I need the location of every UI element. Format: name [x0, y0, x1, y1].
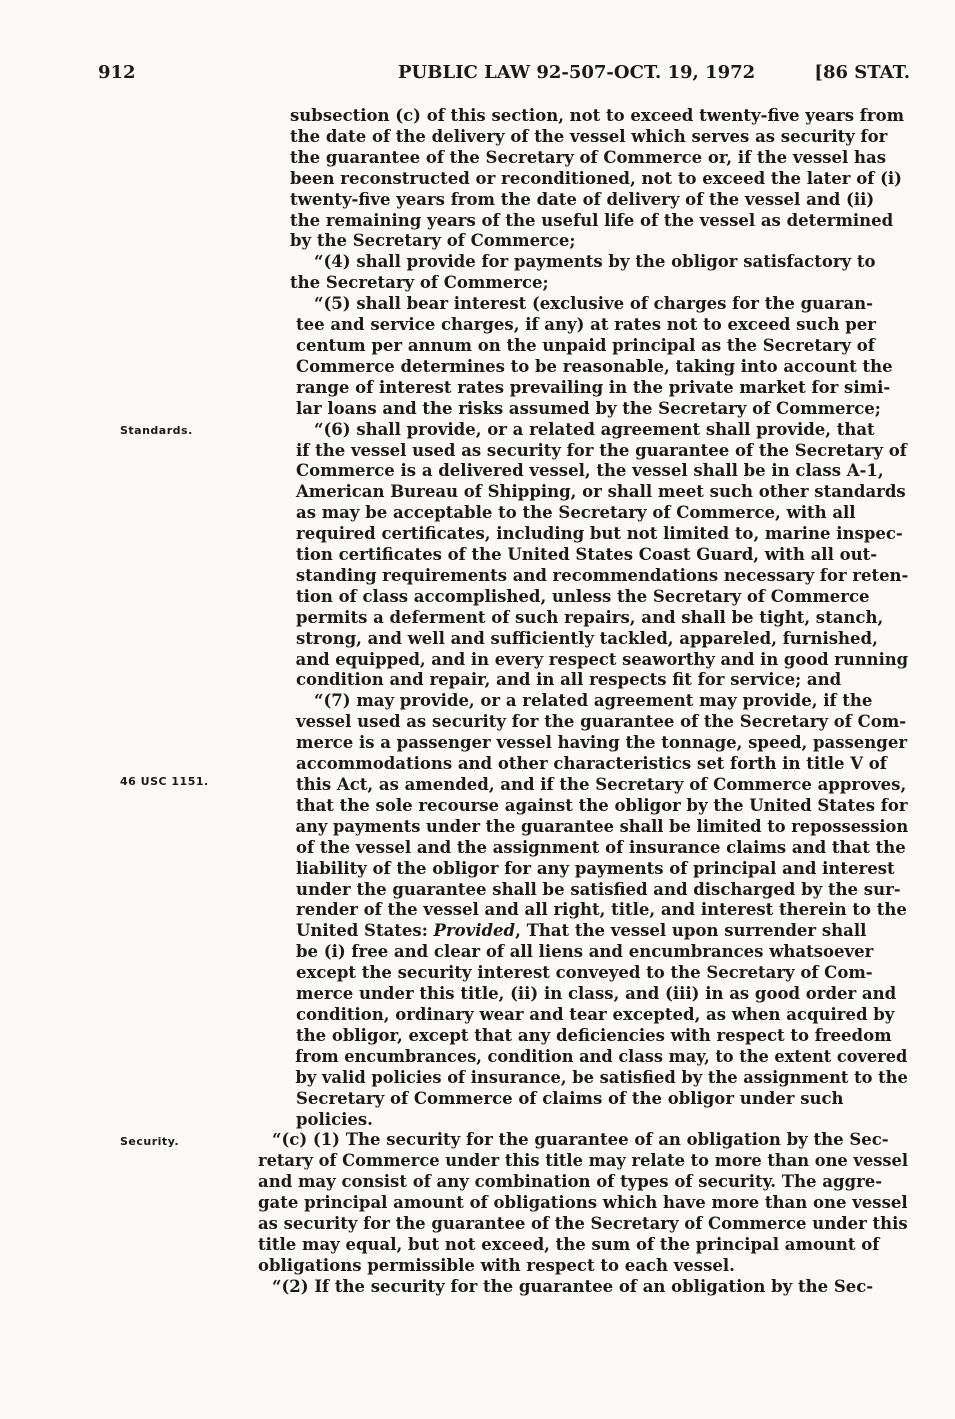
- text-line: any payments under the guarantee shall be limited to repossession: [295, 816, 909, 836]
- running-title: PUBLIC LAW 92-507-OCT. 19, 1972: [398, 62, 756, 83]
- text-line: “(4) shall provide for payments by the obligor satisfactory to: [314, 252, 876, 272]
- margin-note-standards: Standards.: [120, 424, 193, 437]
- text-line: “(2) If the security for the guarantee of an obligation by the Sec-: [272, 1276, 874, 1296]
- text-line: “(6) shall provide, or a related agreement shall provide, that: [314, 419, 875, 439]
- text-line: this Act, as amended, and if the Secretary of Commerce approves,: [296, 775, 907, 794]
- text-line: subsection (c) of this section, not to exceed twenty-five years from: [290, 106, 905, 125]
- text-line: permits a deferment of such repairs, and shall be tight, stanch,: [296, 607, 884, 627]
- text-line: twenty-five years from the date of delivery of the vessel and (ii): [290, 189, 875, 209]
- text-line: the Secretary of Commerce;: [290, 273, 549, 293]
- margin-note-usc: 46 USC 1151.: [120, 775, 209, 788]
- text-line: as security for the guarantee of the Secretary of Commerce under this: [258, 1214, 908, 1234]
- text-line: condition, ordinary wear and tear excepted, as when acquired by: [296, 1004, 895, 1024]
- text-line: retary of Commerce under this title may relate to more than one vessel: [258, 1151, 909, 1171]
- text-line: standing requirements and recommendations necessary for reten-: [295, 565, 909, 585]
- text-line: Commerce is a delivered vessel, the vessel shall be in class A-1,: [296, 461, 884, 481]
- text-line: by valid policies of insurance, be satisfied by the assignment to the: [295, 1067, 908, 1087]
- text-line: of the vessel and the assignment of insurance claims and that the: [296, 837, 906, 857]
- text-line: gate principal amount of obligations which have more than one vessel: [258, 1193, 908, 1213]
- text-line: render of the vessel and all right, title, and interest therein to the: [296, 900, 907, 920]
- text-line: accommodations and other characteristics set forth in title V of: [296, 754, 887, 774]
- text-segment: , That the vessel upon surrender shall: [515, 921, 867, 941]
- text-line: Commerce determines to be reasonable, taking into account the: [296, 356, 893, 376]
- text-line: policies.: [296, 1109, 373, 1129]
- text-line: Secretary of Commerce of claims of the obligor under such: [296, 1088, 844, 1108]
- provided-italic: Provided: [433, 921, 516, 941]
- body-text: [258, 106, 908, 1298]
- page-number: 912: [98, 62, 136, 83]
- text-line: the remaining years of the useful life of the vessel as determined: [290, 210, 894, 230]
- text-line: merce under this title, (ii) in class, and (iii) in as good order and: [296, 984, 897, 1004]
- text-line: and may consist of any combination of types of security. The aggre-: [258, 1172, 883, 1192]
- text-line: [258, 921, 908, 942]
- text-line: the obligor, except that any deficiencies with respect to freedom: [296, 1025, 892, 1045]
- text-line: tee and service charges, if any) at rates not to exceed such per: [296, 315, 876, 335]
- text-line: American Bureau of Shipping, or shall meet such other standards: [296, 482, 906, 502]
- text-line: if the vessel used as security for the guarantee of the Secretary of: [296, 440, 907, 460]
- text-line: been reconstructed or reconditioned, not to exceed the later of (i): [290, 168, 902, 188]
- text-line: required certificates, including but not limited to, marine inspec-: [296, 524, 903, 544]
- text-line: from encumbrances, condition and class may, to the extent covered: [295, 1046, 908, 1066]
- text-line: as may be acceptable to the Secretary of Commerce, with all: [296, 503, 856, 523]
- text-line: obligations permissible with respect to each vessel.: [258, 1255, 735, 1275]
- text-line: merce is a passenger vessel having the tonnage, speed, passenger: [296, 733, 908, 753]
- text-line: liability of the obligor for any payments of principal and interest: [296, 858, 895, 878]
- text-line: strong, and well and sufficiently tackled, appareled, furnished,: [296, 628, 878, 648]
- text-line: lar loans and the risks assumed by the Secretary of Commerce;: [296, 398, 881, 418]
- text-line: condition and repair, and in all respects fit for service; and: [296, 670, 842, 690]
- statute-reference: [86 STAT.: [814, 62, 910, 83]
- text-line: except the security interest conveyed to the Secretary of Com-: [296, 963, 873, 983]
- text-line: centum per annum on the unpaid principal as the Secretary of: [296, 335, 875, 355]
- margin-note-security: Security.: [120, 1135, 180, 1148]
- text-line: under the guarantee shall be satisfied and discharged by the sur-: [296, 879, 901, 899]
- text-line: that the sole recourse against the obligor by the United States for: [296, 795, 908, 815]
- text-segment: United States:: [296, 921, 434, 941]
- text-line: tion certificates of the United States Coast Guard, with all out-: [296, 545, 878, 565]
- text-line: range of interest rates prevailing in the private market for simi-: [296, 377, 891, 397]
- page-header: [98, 62, 910, 86]
- text-line: the date of the delivery of the vessel which serves as security for: [290, 126, 888, 146]
- text-line: tion of class accomplished, unless the Secretary of Commerce: [296, 586, 870, 606]
- text-line: “(c) (1) The security for the guarantee of an obligation by the Sec-: [272, 1130, 889, 1150]
- text-line: and equipped, and in every respect seaworthy and in good running: [295, 649, 909, 669]
- text-line: be (i) free and clear of all liens and encumbrances whatsoever: [296, 942, 874, 962]
- text-line: “(5) shall bear interest (exclusive of charges for the guaran-: [314, 294, 874, 314]
- text-line: the guarantee of the Secretary of Commerce or, if the vessel has: [290, 147, 887, 167]
- text-line: by the Secretary of Commerce;: [290, 231, 576, 251]
- text-line: “(7) may provide, or a related agreement may provide, if the: [314, 691, 873, 711]
- text-line: title may equal, but not exceed, the sum of the principal amount of: [258, 1234, 880, 1254]
- text-line: vessel used as security for the guarantee of the Secretary of Com-: [296, 712, 907, 732]
